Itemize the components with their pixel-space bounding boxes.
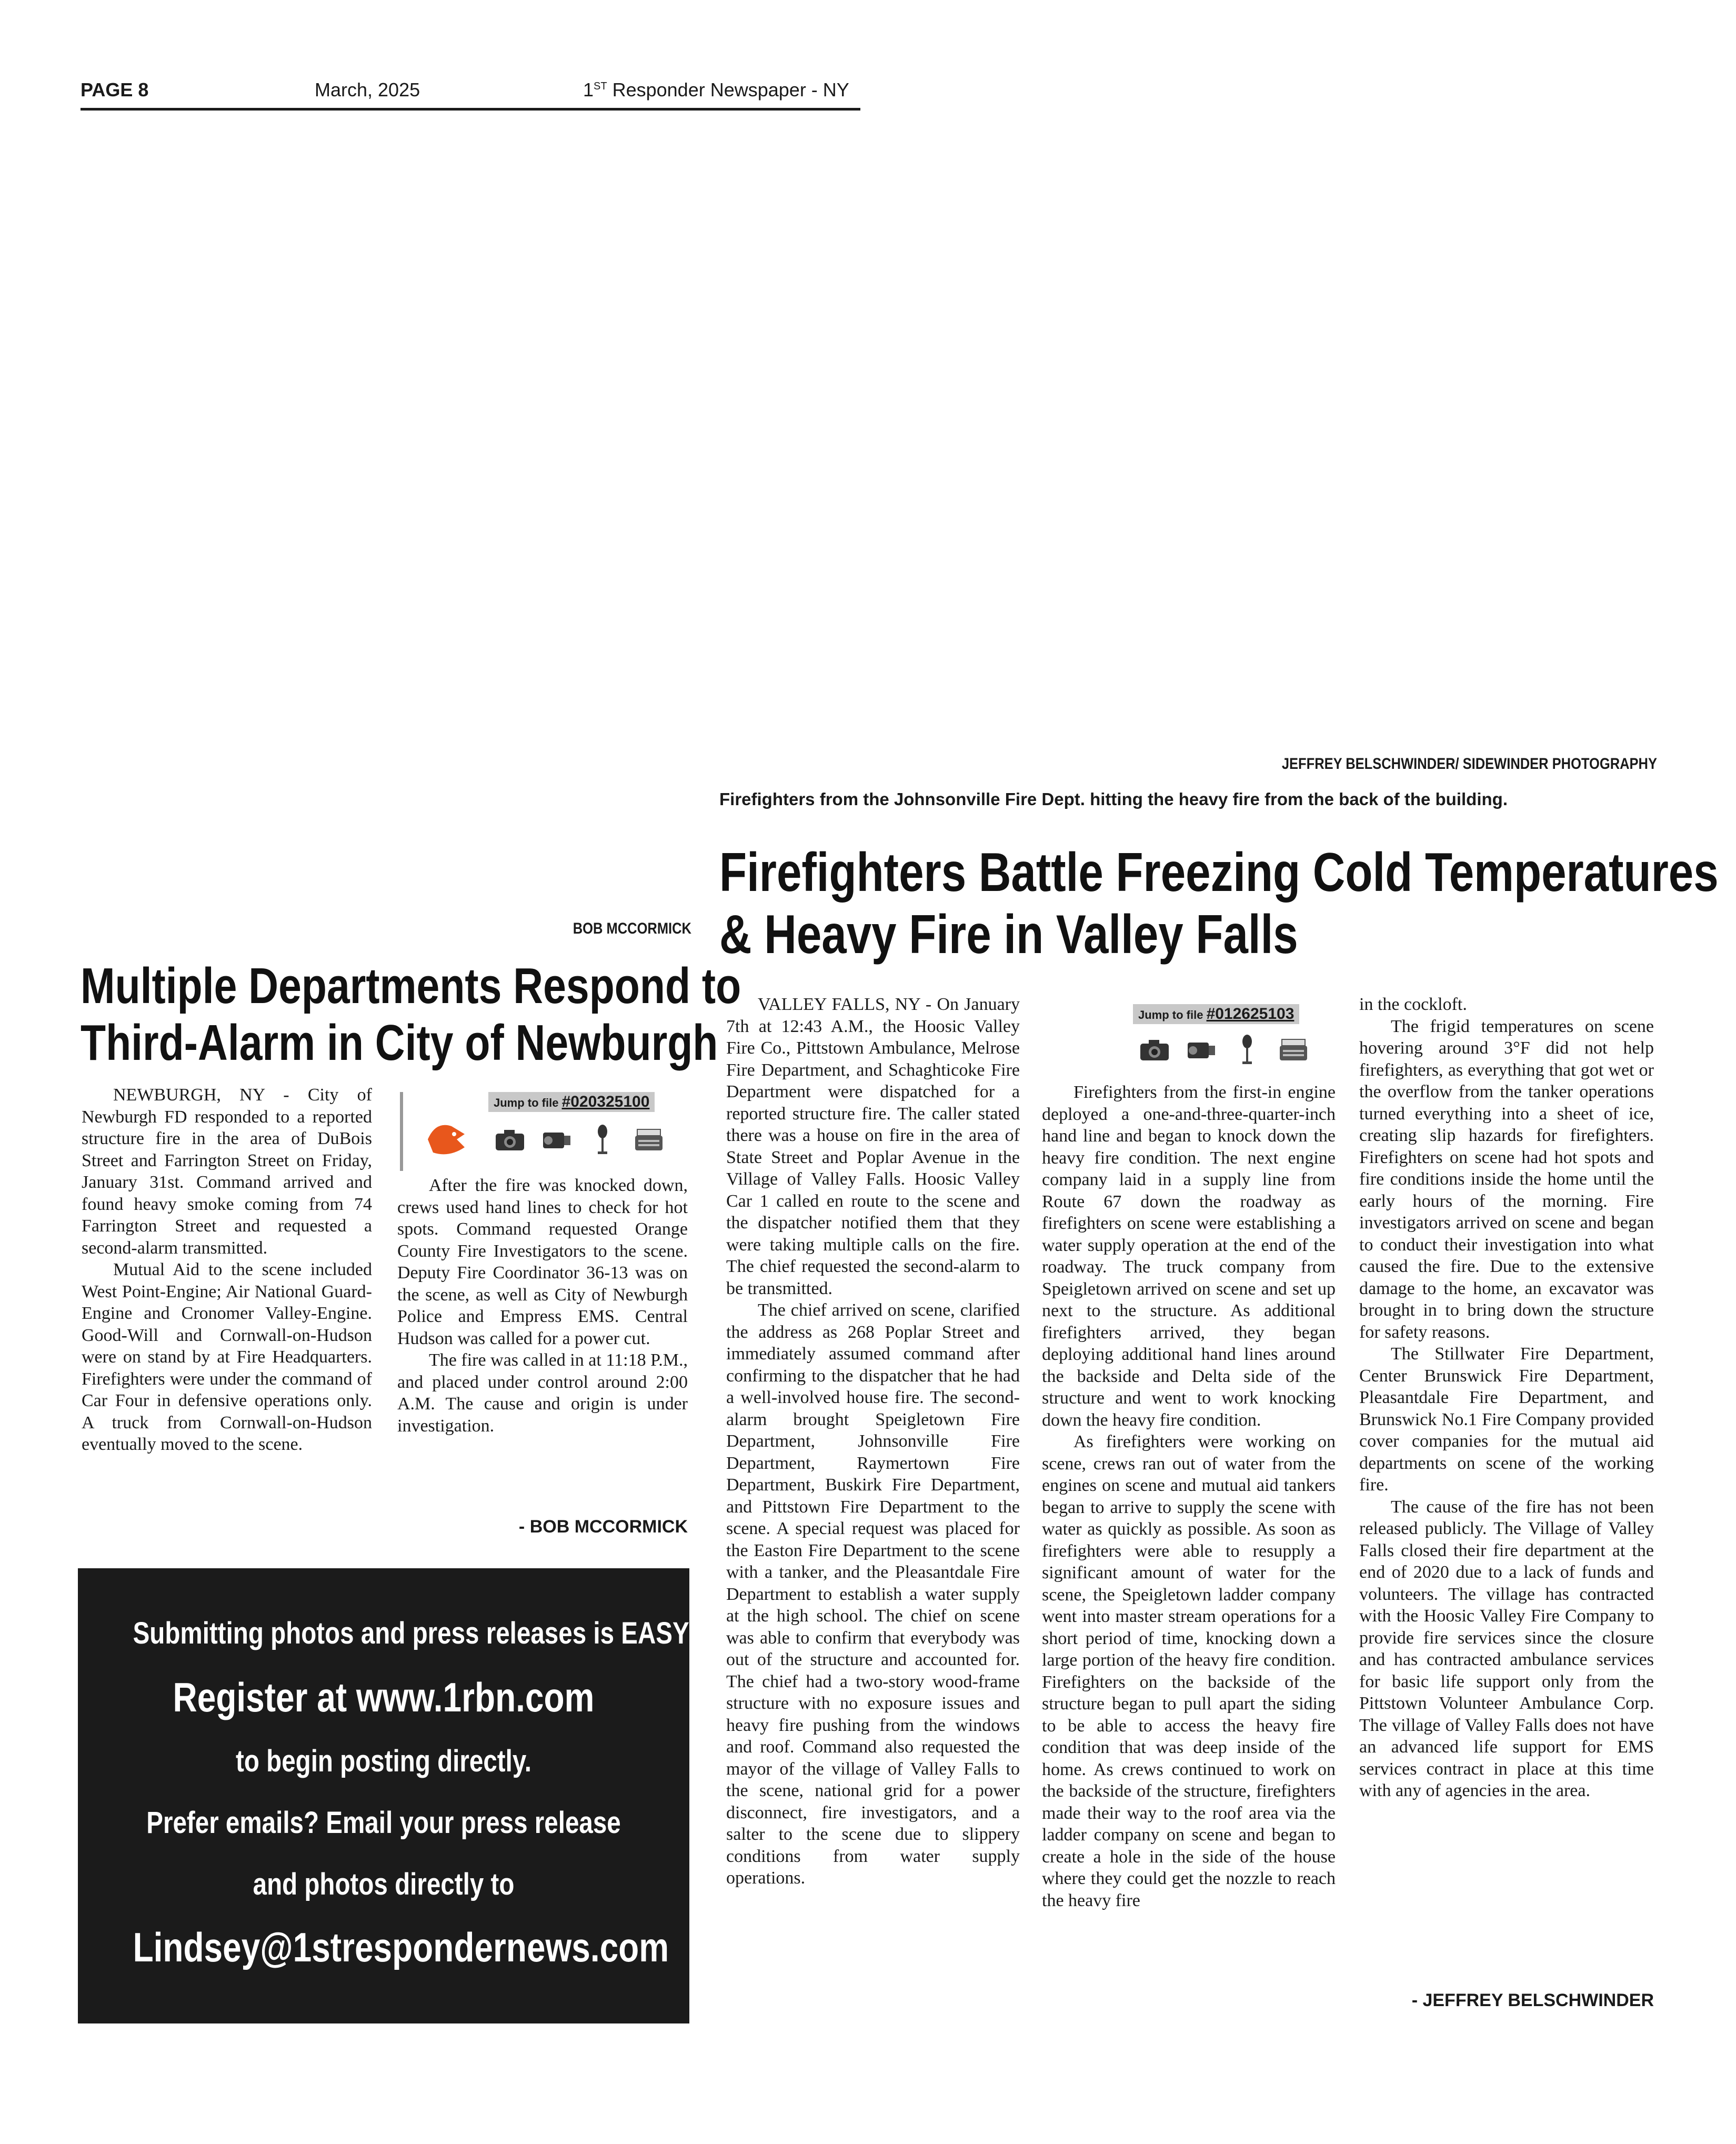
paragraph: The frigid temperatures on scene hovering around 3°F did not help firefighters, as everything that got wet or the overflow from the tanker operations turned everything into a sheet of ice, creating slip hazards for firefighters. Firefighters on scene had hot spots and fire conditions inside the home until the early hours of the morning. Fire investigators arrived on scene and began to conduct their investigation into what caused the fire. Due to the extensive damage to the home, an excavator was brought in to bring down the structure for safety reasons. [1359,1016,1654,1342]
paragraph: VALLEY FALLS, NY - On January 7th at 12:43 A.M., the Hoosic Valley Fire Co., Pittstown Ambulance, Melrose Fire Department, and Schaghticoke Fire Department were dispatched for a reported structure fire. The caller stated there was a house on fire in the area of State Street and Poplar Avenue in the Village of Valley Falls. Hoosic Valley Car 1 called en route to the scene and the dispatcher notified them that they were taking multiple calls on the fire. The chief requested the second-alarm to be transmitted. [726,995,1020,1298]
microphone-icon [1231,1034,1263,1066]
paragraph: The chief arrived on scene, clarified the address as 268 Poplar Street and immediately assumed command after confirming to the dispatcher that he had a well-involved house fire. The second-alarm brought Speigletown Fire Department, Johnsonville Fire Department, Raymertown Fire Department, Buskirk Fire Department, and Pittstown Fire Department to the scene. A special request was placed for the Easton Fire Department to the scene with a tanker, and the Pleasantdale Fire Department to establish a water supply at the high school. The chief on scene was able to confirm that everybody was out of the structure and accounted for. The chief had a two-story wood-frame structure with no exposure issues and heavy fire pushing from the windows and roof. Command also requested the mayor of the village of Valley Falls to the scene, national grid for a power disconnect, fire investigators, and a salter to the scene due to slippery conditions from water supply operations. [726,1300,1020,1888]
paragraph: The fire was called in at 11:18 P.M., and placed under control around 2:00 A.M. The cause and origin is under investigation. [397,1350,688,1436]
orange-logo-icon [425,1118,467,1160]
jump-label[interactable]: Jump to file #020325100 [488,1092,655,1112]
promo-line-5: and photos directly to [253,1867,515,1901]
newburgh-column-1 [82,1084,372,1456]
video-camera-icon [540,1124,573,1156]
promo-line-1: Submitting photos and press releases is EASY! [133,1616,698,1650]
photo [81,121,1654,742]
video-camera-icon [1185,1034,1217,1066]
page-number: PAGE 8 [81,79,149,101]
newburgh-column-2 [397,1175,688,1437]
camera-icon [494,1124,526,1156]
typewriter-icon [1277,1034,1310,1066]
paragraph: As firefighters were working on scene, crews ran out of water from the engines on scene and mutual aid tankers began to arrive to supply the scene with water as quickly as possible. As soon as firefighters were able to resupply a significant amount of water for the scene, the Speigletown ladder company went into master stream operations for a short period of time, knocking down a large portion of the heavy fire condition. Firefighters on the backside of the structure began to pull apart the siding to be able to access the heavy fire condition that was deep inside of the home. As crews continued to work on the backside of the structure, firefighters made their way to the roof area via the ladder company on scene and began to create a hole in the side of the house where they could get the nozzle to reach the heavy fire [1042,1432,1336,1910]
paragraph: NEWBURGH, NY - City of Newburgh FD responded to a reported structure fire in the area of DuBois Street and Farrington Street on Friday, January 31st. Command arrived and found heavy smoke coming from 74 Farrington Street and requested a second-alarm transmitted. [82,1085,372,1258]
issue-date: March, 2025 [315,79,420,101]
valley-falls-column-1 [726,994,1020,1889]
promo-register-line[interactable]: Register at www.1rbn.com [173,1674,595,1720]
promo-email-link[interactable]: Lindsey@1strespondernews.com [133,1924,669,1970]
signature-bob-mccormick: - BOB MCCORMICK [518,1517,688,1537]
camera-icon [1138,1034,1171,1066]
promo-line-3: to begin posting directly. [236,1744,531,1778]
jump-label[interactable]: Jump to file #012625103 [1133,1004,1299,1024]
jump-box-newburgh[interactable] [400,1092,691,1171]
paragraph: The Stillwater Fire Department, Center Brunswick Fire Department, Pleasantdale Fire Department, and Brunswick No.1 Fire Company provided cover companies for the mutual aid departments on scene of the working fire. [1359,1344,1654,1495]
photo-credit: JEFFREY BELSCHWINDER/ SIDEWINDER PHOTOGRAPHY [1281,755,1657,773]
paragraph: Firefighters from the first-in engine deployed a one-and-three-quarter-inch hand line and began to knock down the heavy fire condition. The next engine company laid in a supply line from Route 67 down the roadway as firefighters on scene were establishing a water supply operation at the end of the roadway. The truck company from Speigletown arrived on scene and set up next to the structure. As additional firefighters arrived, they began deploying additional hand lines around the backside and Delta side of the structure and went to work knocking down the heavy fire condition. [1042,1083,1336,1430]
header-rule [81,108,860,111]
jump-box-valley-falls[interactable] [1129,1004,1339,1067]
photo-caption: Firefighters from the Johnsonville Fire Dept. hitting the heavy fire from the back of the building. [719,789,1508,809]
signature-jeffrey-belschwinder: - JEFFREY BELSCHWINDER [1411,1990,1654,2010]
promo-box [78,1568,698,2023]
publication-name: 1ST Responder Newspaper - NY [583,79,849,101]
promo-line-4: Prefer emails? Email your press release [146,1806,621,1840]
paragraph: The cause of the fire has not been released publicly. The Village of Valley Falls closed their fire department at the end of 2020 due to a lack of funds and volunteers. The village has contracted with the Hoosic Valley Fire Company to provide fire services since the closure and has contracted ambulance services for basic life support only from the Pittstown Volunteer Ambulance Corp. The village of Valley Falls does not have an advanced life support for EMS services contract in place at this time with any of agencies in the area. [1359,1497,1654,1800]
microphone-icon [586,1124,619,1156]
valley-falls-column-2 [1042,1081,1336,1911]
byline-bob-mccormick: BOB MCCORMICK [573,920,691,937]
valley-falls-column-3 [1359,994,1654,1802]
paragraph: Mutual Aid to the scene included West Point-Engine; Air National Guard-Engine and Cronomer Valley-Engine. Good-Will and Cornwall-on-Hudson were on stand by at Fire Headquarters. Firefighters were under the command of Car Four in defensive operations only. A truck from Cornwall-on-Hudson eventually moved to the scene. [82,1260,372,1454]
headline-valley-falls: Firefighters Battle Freezing Cold Temperatures & Heavy Fire in Valley Falls [719,842,1719,965]
headline-newburgh: Multiple Departments Respond to Third-Alarm in City of Newburgh [81,958,741,1071]
paragraph: After the fire was knocked down, crews used hand lines to check for hot spots. Command requested Orange County Fire Investigators to the scene. Deputy Fire Coordinator 36-13 was on the scene, as well as City of Newburgh Police and Empress EMS. Central Hudson was called for a power cut. [397,1176,688,1348]
typewriter-icon [633,1124,665,1156]
paragraph: in the cockloft. [1359,995,1467,1014]
